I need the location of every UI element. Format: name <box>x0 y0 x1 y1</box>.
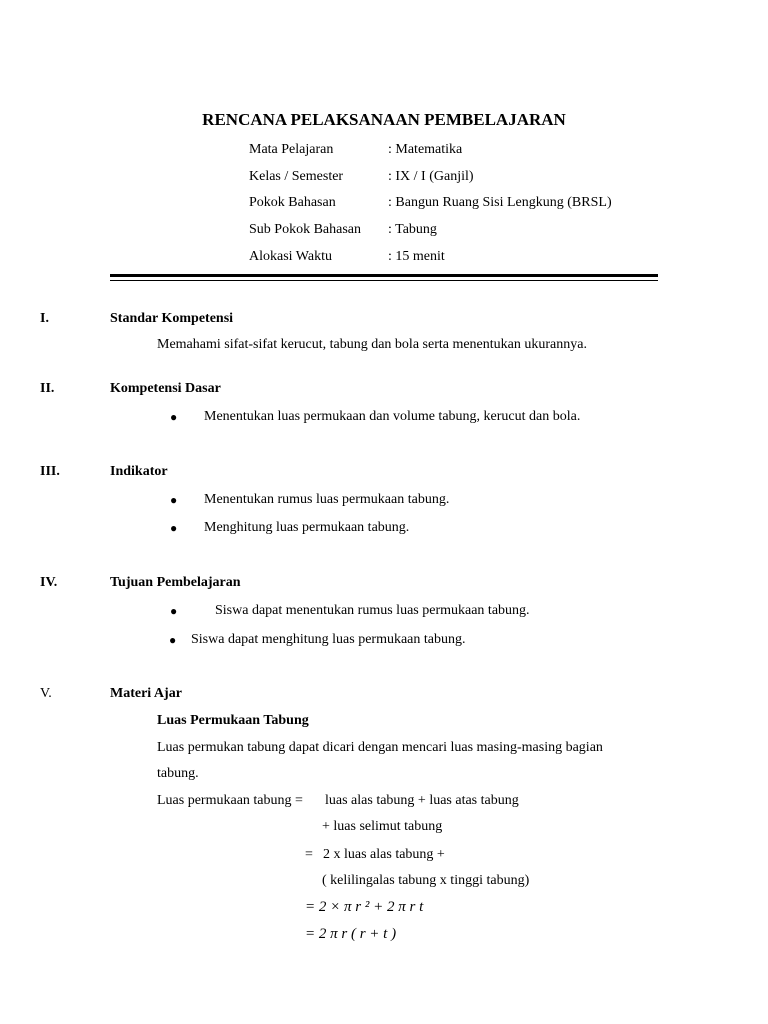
section-3-numeral: III. <box>40 464 60 479</box>
section-3-bullet-1: Menentukan rumus luas permukaan tabung. <box>204 492 450 507</box>
section-2-numeral: II. <box>40 381 55 396</box>
section-5-numeral: V. <box>40 686 52 701</box>
bullet-icon: ● <box>170 521 178 535</box>
formula-line-4: ( kelilingalas tabung x tinggi tabung) <box>322 873 530 888</box>
section-1-heading: Standar Kompetensi <box>110 311 234 326</box>
info-value-class: : IX / I (Ganjil) <box>388 169 474 184</box>
section-4-numeral: IV. <box>40 575 58 590</box>
section-2-bullet-1: Menentukan luas permukaan dan volume tabung, kerucut dan bola. <box>204 409 581 424</box>
info-label-time: Alokasi Waktu <box>249 249 332 264</box>
section-5-heading: Materi Ajar <box>110 686 182 701</box>
info-value-time: : 15 menit <box>388 249 445 264</box>
document-title: RENCANA PELAKSANAAN PEMBELAJARAN <box>202 110 566 129</box>
info-label-topic: Pokok Bahasan <box>249 195 336 210</box>
section-5-subheading: Luas Permukaan Tabung <box>157 713 309 728</box>
info-value-topic: : Bangun Ruang Sisi Lengkung (BRSL) <box>388 195 612 210</box>
bullet-icon: ● <box>169 633 177 647</box>
section-3-bullet-2: Menghitung luas permukaan tabung. <box>204 520 410 535</box>
formula-lhs: Luas permukaan tabung = <box>157 793 303 808</box>
section-1-text: Memahami sifat-sifat kerucut, tabung dan bola serta menentukan ukurannya. <box>157 337 587 352</box>
section-4-heading: Tujuan Pembelajaran <box>110 575 241 590</box>
header-divider-thick <box>110 274 658 277</box>
header-divider-thin <box>110 280 658 281</box>
section-3-heading: Indikator <box>110 464 168 479</box>
section-4-bullet-2: Siswa dapat menghitung luas permukaan tabung. <box>191 632 466 647</box>
formula-line-5: = 2 × π r ² + 2 π r t <box>305 899 424 915</box>
bullet-icon: ● <box>170 410 178 424</box>
info-value-subtopic: : Tabung <box>388 222 437 237</box>
section-1-numeral: I. <box>40 311 49 326</box>
bullet-icon: ● <box>170 493 178 507</box>
formula-line-6: = 2 π r ( r + t ) <box>305 926 397 942</box>
section-5-paragraph-line-2: tabung. <box>157 766 199 781</box>
info-label-subject: Mata Pelajaran <box>249 142 334 157</box>
formula-line-1: luas alas tabung + luas atas tabung <box>325 793 519 808</box>
formula-line-2: + luas selimut tabung <box>322 819 443 834</box>
formula-equals: = <box>305 847 313 862</box>
info-label-subtopic: Sub Pokok Bahasan <box>249 222 361 237</box>
formula-line-3: 2 x luas alas tabung + <box>323 847 445 862</box>
section-2-heading: Kompetensi Dasar <box>110 381 221 396</box>
info-label-class: Kelas / Semester <box>249 169 344 184</box>
bullet-icon: ● <box>170 604 178 618</box>
section-4-bullet-1: Siswa dapat menentukan rumus luas permukaan tabung. <box>215 603 530 618</box>
info-value-subject: : Matematika <box>388 142 463 157</box>
section-5-paragraph-line-1: Luas permukan tabung dapat dicari dengan mencari luas masing-masing bagian <box>157 740 603 755</box>
